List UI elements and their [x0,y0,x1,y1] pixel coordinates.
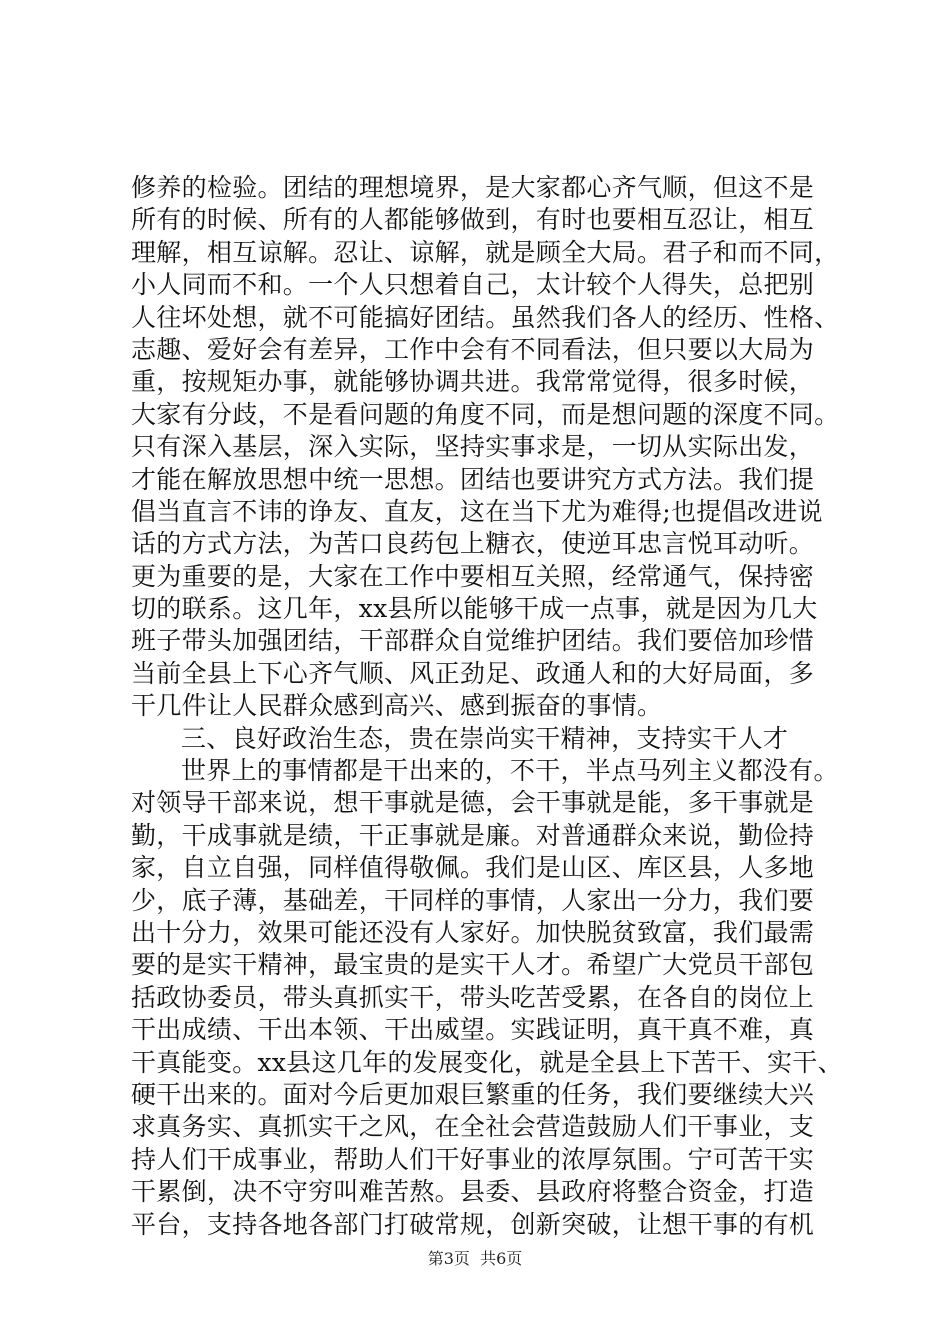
text-line: 只有深入基层，深入实际，坚持实事求是，一切从实际出发， [131,432,815,462]
text-line: 切的联系。这几年，xx县所以能够干成一点事，就是因为几大 [131,594,818,624]
text-line: 括政协委员，带头真抓实干，带头吃苦受累，在各自的岗位上 [131,982,815,1012]
text-line: 大家有分歧，不是看问题的角度不同，而是想问题的深度不同。 [131,399,840,429]
text-line: 班子带头加强团结，干部群众自觉维护团结。我们要倍加珍惜 [131,626,815,656]
text-line: 少，底子薄，基础差，干同样的事情，人家出一分力，我们要 [131,885,815,915]
text-line: 出十分力，效果可能还没有人家好。加快脱贫致富，我们最需 [131,917,815,947]
text-line: 修养的检验。团结的理想境界，是大家都心齐气顺，但这不是 [131,173,815,202]
text-line: 勤，干成事就是绩，干正事就是廉。对普通群众来说，勤俭持 [131,820,815,850]
text-line: 干真能变。xx县这几年的发展变化，就是全县上下苦干、实干、 [131,1047,843,1077]
text-line: 重，按规矩办事，就能够协调共进。我常常觉得，很多时候， [131,367,815,397]
text-line: 倡当直言不讳的诤友、直友，这在当下尤为难得;也提倡改进说 [131,496,823,526]
text-line: 志趣、爱好会有差异，工作中会有不同看法，但只要以大局为 [131,334,815,364]
text-line: 对领导干部来说，想干事就是德，会干事就是能，多干事就是 [131,788,815,818]
page-number-footer: 第3页 共6页 [427,1249,523,1268]
text-line: 家，自立自强，同样值得敬佩。我们是山区、库区县，人多地 [131,853,815,883]
text-line: 小人同而不和。一个人只想着自己，太计较个人得失，总把别 [131,270,815,300]
text-line: 干出成绩、干出本领、干出威望。实践证明，真干真不难，真 [131,1015,815,1045]
text-line: 话的方式方法，为苦口良药包上糖衣，使逆耳忠言悦耳动听。 [131,529,815,559]
text-line: 持人们干成事业，帮助人们干好事业的浓厚氛围。宁可苦干实 [131,1144,815,1174]
text-line: 当前全县上下心齐气顺、风正劲足、政通人和的大好局面，多 [131,658,815,688]
text-line: 才能在解放思想中统一思想。团结也要讲究方式方法。我们提 [131,464,815,494]
text-line: 平台，支持各地各部门打破常规，创新突破，让想干事的有机 [131,1209,815,1239]
text-line: 硬干出来的。面对今后更加艰巨繁重的任务，我们要继续大兴 [131,1079,815,1109]
text-line: 所有的时候、所有的人都能够做到，有时也要相互忍让，相互 [131,205,815,235]
section-heading: 三、良好政治生态，贵在崇尚实干精神，支持实干人才 [181,723,789,753]
text-line: 人往坏处想，就不可能搞好团结。虽然我们各人的经历、性格、 [131,302,840,332]
paragraph-first-line: 世界上的事情都是干出来的，不干，半点马列主义都没有。 [181,756,839,786]
text-line: 更为重要的是，大家在工作中要相互关照，经常通气，保持密 [131,561,815,591]
text-line: 求真务实、真抓实干之风，在全社会营造鼓励人们干事业，支 [131,1112,815,1142]
body-text [131,172,843,1241]
text-line: 理解，相互谅解。忍让、谅解，就是顾全大局。君子和而不同， [131,237,840,267]
text-line: 要的是实干精神，最宝贵的是实干人才。希望广大党员干部包 [131,950,815,980]
text-line: 干累倒，决不守穷叫难苦熬。县委、县政府将整合资金，打造 [131,1177,815,1207]
text-line: 干几件让人民群众感到高兴、感到振奋的事情。 [131,691,663,721]
